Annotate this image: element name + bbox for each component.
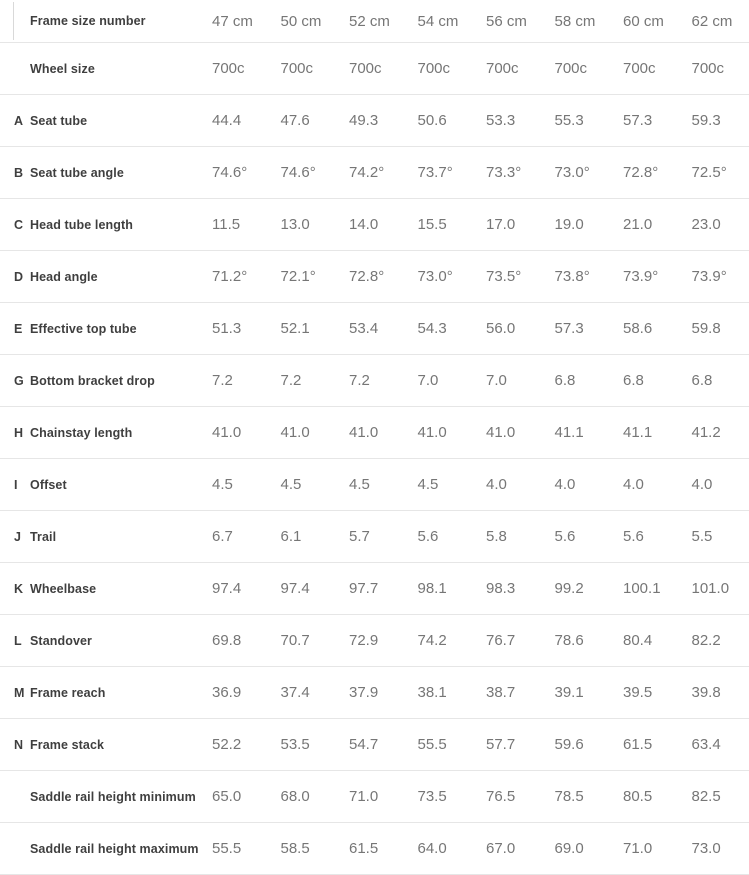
cell-value: 70.7 — [280, 632, 310, 649]
cell-value: 50.6 — [417, 112, 447, 129]
row-label: Head tube length — [30, 217, 133, 232]
cell-value: 11.5 — [212, 216, 241, 233]
cell-value: 7.2 — [212, 372, 233, 389]
cell-value: 4.5 — [417, 476, 439, 493]
cell-value: 73.0° — [417, 268, 453, 285]
row-label: Chainstay length — [30, 425, 133, 440]
cell-value: 41.0 — [212, 424, 242, 441]
cell-value: 65.0 — [212, 788, 242, 805]
cell-value: 4.0 — [691, 476, 713, 493]
table-row — [0, 147, 749, 199]
row-letter: C — [14, 217, 24, 232]
cell-value: 21.0 — [623, 216, 653, 233]
cell-value: 54.7 — [349, 736, 379, 753]
cell-value: 57.3 — [554, 320, 584, 337]
cell-value: 13.0 — [280, 216, 310, 233]
cell-value: 76.7 — [486, 632, 516, 649]
cell-value: 5.6 — [623, 528, 644, 545]
row-label: Bottom bracket drop — [30, 373, 155, 388]
table-row — [0, 563, 749, 615]
cell-value: 44.4 — [212, 112, 242, 129]
row-letter: E — [14, 321, 23, 336]
cell-value: 80.5 — [623, 788, 653, 805]
row-label: Effective top tube — [30, 321, 137, 336]
cell-value: 38.1 — [417, 684, 447, 701]
cell-value: 57.3 — [623, 112, 653, 129]
cell-value: 98.1 — [417, 580, 447, 597]
cell-value: 700c — [349, 60, 382, 77]
table-row — [0, 719, 749, 771]
row-label: Head angle — [30, 269, 98, 284]
table-row — [0, 407, 749, 459]
table-row — [0, 355, 749, 407]
row-letter: M — [14, 685, 25, 700]
row-letter: N — [14, 737, 24, 752]
row-letter: L — [14, 633, 22, 648]
cell-value: 98.3 — [486, 580, 516, 597]
column-header: 56 cm — [486, 12, 527, 30]
cell-value: 72.5° — [691, 164, 727, 181]
cell-value: 700c — [691, 60, 725, 77]
cell-value: 5.7 — [349, 528, 370, 545]
cell-value: 97.7 — [349, 580, 379, 597]
cell-value: 55.3 — [554, 112, 584, 129]
row-label: Seat tube angle — [30, 165, 124, 180]
cell-value: 4.0 — [623, 476, 644, 493]
cell-value: 71.0 — [623, 840, 653, 857]
column-header: 60 cm — [623, 12, 664, 30]
row-label: Wheelbase — [30, 581, 97, 596]
column-header: 62 cm — [691, 12, 733, 30]
cell-value: 6.1 — [280, 528, 302, 545]
table-row — [0, 615, 749, 667]
cell-value: 51.3 — [212, 320, 242, 337]
cell-value: 61.5 — [349, 840, 379, 857]
cell-value: 6.7 — [212, 528, 233, 545]
cell-value: 99.2 — [554, 580, 584, 597]
cell-value: 71.0 — [349, 788, 379, 805]
cell-value: 6.8 — [691, 372, 713, 389]
cell-value: 41.0 — [280, 424, 310, 441]
cell-value: 5.6 — [554, 528, 576, 545]
row-label: Standover — [30, 633, 93, 648]
cell-value: 73.5 — [417, 788, 447, 805]
cell-value: 41.2 — [691, 424, 721, 441]
row-label: Frame reach — [30, 685, 106, 700]
cell-value: 59.3 — [691, 112, 721, 129]
row-label: Offset — [30, 477, 67, 492]
cell-value: 700c — [212, 60, 245, 77]
cell-value: 7.2 — [349, 372, 370, 389]
cell-value: 64.0 — [417, 840, 447, 857]
cell-value: 69.0 — [554, 840, 584, 857]
cell-value: 73.9° — [691, 268, 727, 285]
cell-value: 74.2 — [417, 632, 447, 649]
cell-value: 72.8° — [623, 164, 659, 181]
cell-value: 6.8 — [554, 372, 576, 389]
cell-value: 4.5 — [212, 476, 233, 493]
cell-value: 73.3° — [486, 164, 522, 181]
table-row — [0, 199, 749, 251]
cell-value: 72.9 — [349, 632, 379, 649]
frame-size-number-label: Frame size number — [30, 14, 146, 28]
row-letter: A — [14, 113, 24, 128]
cell-value: 41.1 — [554, 424, 584, 441]
column-header: 58 cm — [554, 12, 596, 30]
cell-value: 15.5 — [417, 216, 447, 233]
table-row — [0, 771, 749, 823]
cell-value: 36.9 — [212, 684, 242, 701]
row-label: Wheel size — [30, 61, 95, 76]
cell-value: 17.0 — [486, 216, 516, 233]
cell-value: 7.2 — [280, 372, 302, 389]
row-letter: D — [14, 269, 24, 284]
cell-value: 80.4 — [623, 632, 653, 649]
cell-value: 74.6° — [280, 164, 316, 181]
row-letter: H — [14, 425, 24, 440]
cell-value: 97.4 — [212, 580, 242, 597]
cell-value: 14.0 — [349, 216, 379, 233]
table-corner-tick — [13, 2, 14, 40]
row-label: Frame stack — [30, 737, 105, 752]
cell-value: 41.0 — [349, 424, 379, 441]
cell-value: 78.6 — [554, 632, 584, 649]
cell-value: 4.0 — [554, 476, 576, 493]
cell-value: 39.5 — [623, 684, 653, 701]
cell-value: 73.5° — [486, 268, 522, 285]
cell-value: 55.5 — [212, 840, 242, 857]
cell-value: 73.8° — [554, 268, 590, 285]
row-letter: J — [14, 529, 21, 544]
table-row — [0, 511, 749, 563]
cell-value: 700c — [486, 60, 519, 77]
row-label: Trail — [30, 529, 57, 544]
cell-value: 72.8° — [349, 268, 385, 285]
cell-value: 100.1 — [623, 580, 661, 597]
cell-value: 53.5 — [280, 736, 310, 753]
cell-value: 74.2° — [349, 164, 385, 181]
table-row — [0, 303, 749, 355]
table-row — [0, 823, 749, 875]
cell-value: 58.5 — [280, 840, 310, 857]
cell-value: 58.6 — [623, 320, 653, 337]
cell-value: 76.5 — [486, 788, 516, 805]
table-row — [0, 459, 749, 511]
cell-value: 5.8 — [486, 528, 507, 545]
column-header: 52 cm — [349, 12, 390, 30]
cell-value: 57.7 — [486, 736, 516, 753]
cell-value: 700c — [417, 60, 451, 77]
cell-value: 56.0 — [486, 320, 516, 337]
cell-value: 71.2° — [212, 268, 248, 285]
row-letter: I — [14, 477, 18, 492]
cell-value: 101.0 — [691, 580, 730, 597]
cell-value: 700c — [623, 60, 656, 77]
cell-value: 5.6 — [417, 528, 439, 545]
cell-value: 78.5 — [554, 788, 584, 805]
row-letter: B — [14, 165, 24, 180]
cell-value: 23.0 — [691, 216, 721, 233]
cell-value: 54.3 — [417, 320, 447, 337]
table-row — [0, 95, 749, 147]
row-label: Saddle rail height minimum — [30, 789, 196, 804]
cell-value: 73.0° — [554, 164, 590, 181]
cell-value: 37.9 — [349, 684, 379, 701]
cell-value: 41.1 — [623, 424, 653, 441]
cell-value: 5.5 — [691, 528, 713, 545]
cell-value: 700c — [280, 60, 314, 77]
cell-value: 37.4 — [280, 684, 310, 701]
cell-value: 41.0 — [417, 424, 447, 441]
cell-value: 55.5 — [417, 736, 447, 753]
cell-value: 72.1° — [280, 268, 316, 285]
cell-value: 97.4 — [280, 580, 310, 597]
cell-value: 63.4 — [691, 736, 721, 753]
cell-value: 700c — [554, 60, 588, 77]
cell-value: 53.3 — [486, 112, 516, 129]
table-row — [0, 667, 749, 719]
row-letter: G — [14, 373, 24, 388]
cell-value: 39.8 — [691, 684, 721, 701]
cell-value: 38.7 — [486, 684, 516, 701]
column-header: 47 cm — [212, 12, 253, 30]
cell-value: 82.5 — [691, 788, 721, 805]
column-header: 54 cm — [417, 12, 459, 30]
column-header: 50 cm — [280, 12, 322, 30]
cell-value: 61.5 — [623, 736, 653, 753]
cell-value: 7.0 — [486, 372, 507, 389]
cell-value: 73.0 — [691, 840, 721, 857]
cell-value: 68.0 — [280, 788, 310, 805]
cell-value: 47.6 — [280, 112, 310, 129]
cell-value: 39.1 — [554, 684, 584, 701]
cell-value: 82.2 — [691, 632, 721, 649]
cell-value: 52.2 — [212, 736, 242, 753]
cell-value: 7.0 — [417, 372, 439, 389]
cell-value: 53.4 — [349, 320, 379, 337]
cell-value: 52.1 — [280, 320, 310, 337]
cell-value: 67.0 — [486, 840, 516, 857]
header-row — [0, 0, 749, 43]
cell-value: 4.5 — [280, 476, 302, 493]
cell-value: 69.8 — [212, 632, 242, 649]
cell-value: 41.0 — [486, 424, 516, 441]
row-label: Seat tube — [30, 113, 88, 128]
cell-value: 73.7° — [417, 164, 453, 181]
cell-value: 4.5 — [349, 476, 370, 493]
row-label: Saddle rail height maximum — [30, 841, 199, 856]
cell-value: 19.0 — [554, 216, 584, 233]
cell-value: 4.0 — [486, 476, 507, 493]
cell-value: 6.8 — [623, 372, 644, 389]
cell-value: 59.8 — [691, 320, 721, 337]
cell-value: 73.9° — [623, 268, 659, 285]
table-row — [0, 43, 749, 95]
table-row — [0, 251, 749, 303]
row-letter: K — [14, 581, 24, 596]
cell-value: 49.3 — [349, 112, 379, 129]
cell-value: 59.6 — [554, 736, 584, 753]
cell-value: 74.6° — [212, 164, 248, 181]
